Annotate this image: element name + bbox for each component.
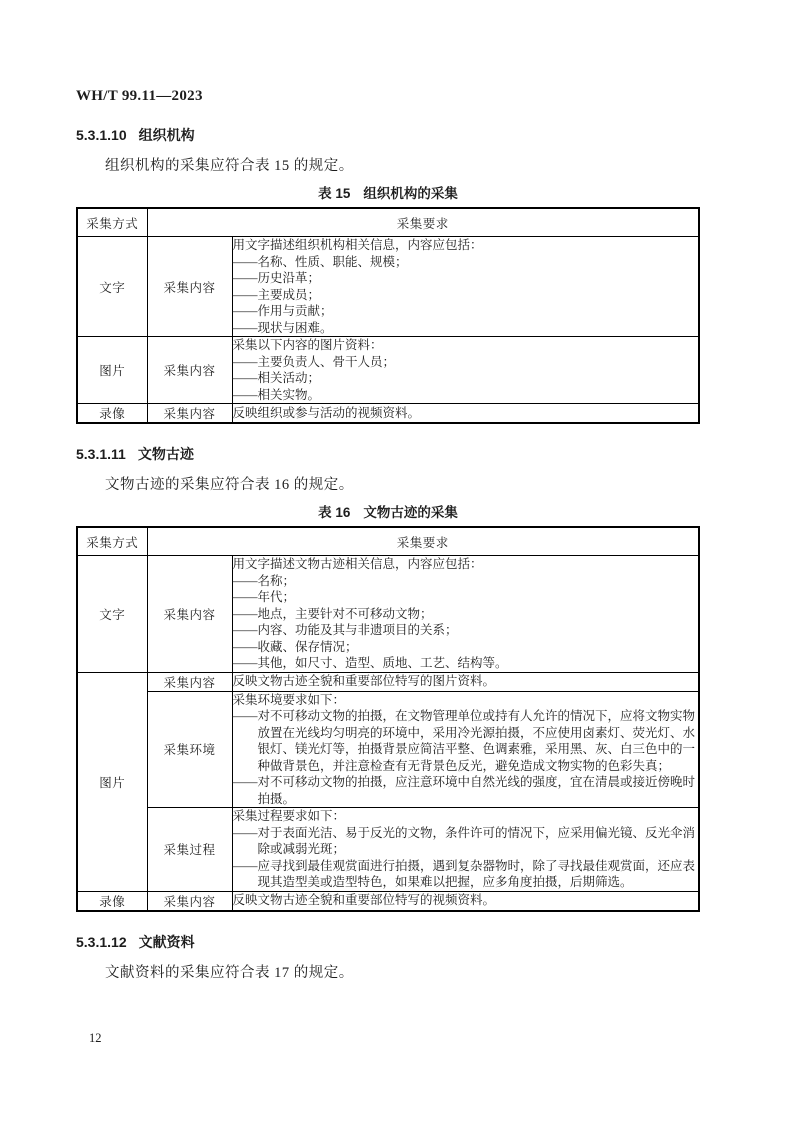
- table-row: [77, 672, 699, 691]
- requirement-line: 用文字描述组织机构相关信息，内容应包括：: [232, 238, 483, 252]
- table-caption-title: 文物古迹的采集: [363, 505, 458, 520]
- requirement-cell: [232, 891, 699, 911]
- collection-table: [76, 207, 700, 424]
- requirement-line: ——对于表面光洁、易于反光的文物，条件许可的情况下，应采用偏光镜、反光伞消除或减弱光斑；: [232, 825, 696, 856]
- table-caption: [76, 504, 700, 522]
- method-cell: 图片: [77, 337, 147, 404]
- section-number: 5.3.1.11: [76, 446, 126, 462]
- section-number: 5.3.1.10: [76, 127, 127, 143]
- section-title: 文献资料: [138, 933, 195, 950]
- page-number: 12: [89, 1031, 102, 1045]
- table-row: [77, 891, 699, 911]
- table-row: [77, 404, 699, 424]
- requirement-line: ——地点，主要针对不可移动文物；: [232, 606, 433, 621]
- requirement-line: ——年代；: [232, 590, 296, 604]
- requirement-line: 用文字描述文物古迹相关信息，内容应包括：: [232, 557, 483, 571]
- requirement-line: ——主要成员；: [232, 287, 321, 302]
- requirement-line: ——对不可移动文物的拍摄，应注意环境中自然光线的强度，宜在清晨或接近傍晚时拍摄。: [232, 775, 696, 806]
- requirement-cell: [232, 237, 699, 337]
- table-body: [77, 208, 699, 423]
- requirement-line: ——内容、功能及其与非遗项目的关系；: [232, 623, 458, 637]
- requirement-line: 反映文物古迹全貌和重要部位特写的视频资料。: [232, 893, 496, 908]
- row-label-cell: 采集内容: [147, 891, 232, 911]
- requirement-cell: [232, 691, 699, 808]
- row-label-cell: 采集过程: [147, 808, 232, 892]
- section-intro: 文物古迹的采集应符合表 16 的规定。: [105, 477, 354, 493]
- method-cell: 图片: [77, 672, 147, 891]
- requirement-line: ——作用与贡献；: [232, 304, 333, 318]
- table-row: [77, 691, 699, 808]
- requirement-cell: [232, 404, 699, 424]
- collection-table: [76, 526, 700, 912]
- table-body: [77, 527, 699, 911]
- header-cell-method: 采集方式: [77, 208, 147, 237]
- row-label-cell: 采集内容: [147, 337, 232, 404]
- table-caption-label: 表 16: [318, 505, 351, 520]
- row-label-cell: 采集内容: [147, 404, 232, 424]
- requirement-line: ——历史沿革；: [232, 271, 321, 285]
- header-cell-requirement: 采集要求: [147, 527, 699, 556]
- requirement-cell: [232, 556, 699, 673]
- requirement-line: 采集过程要求如下：: [232, 809, 346, 823]
- requirement-line: ——名称、性质、职能、规模；: [232, 254, 408, 269]
- requirement-line: ——相关活动；: [232, 371, 321, 385]
- table-row: [77, 808, 699, 892]
- row-label-cell: 采集内容: [147, 237, 232, 337]
- table-row: [77, 556, 699, 673]
- section-intro: 组织机构的采集应符合表 15 的规定。: [105, 158, 354, 174]
- table-row: [77, 337, 699, 404]
- header-cell-method: 采集方式: [77, 527, 147, 556]
- section-heading: [76, 933, 700, 951]
- section-number: 5.3.1.12: [76, 933, 127, 950]
- section-title: 组织机构: [138, 127, 195, 143]
- requirement-cell: [232, 337, 699, 404]
- standard-number: WH/T 99.11—2023: [76, 88, 203, 104]
- requirement-line: ——名称；: [232, 573, 296, 588]
- section-heading: [76, 445, 700, 463]
- row-label-cell: 采集内容: [147, 556, 232, 673]
- header-cell-requirement: 采集要求: [147, 208, 699, 237]
- requirement-cell: [232, 672, 699, 691]
- method-cell: 文字: [77, 556, 147, 673]
- table-caption-label: 表 15: [318, 186, 351, 201]
- row-label-cell: 采集环境: [147, 691, 232, 808]
- requirement-line: 采集环境要求如下：: [232, 692, 346, 707]
- sections-container: [76, 126, 700, 983]
- table-header-row: [77, 527, 699, 556]
- requirement-line: 反映文物古迹全貌和重要部位特写的图片资料。: [232, 674, 496, 689]
- requirement-line: ——收藏、保存情况；: [232, 639, 358, 654]
- table-header-row: [77, 208, 699, 237]
- method-cell: 录像: [77, 891, 147, 911]
- page-content: [76, 88, 700, 983]
- requirement-line: ——主要负责人、骨干人员；: [232, 354, 396, 369]
- requirement-line: 采集以下内容的图片资料：: [232, 338, 383, 352]
- row-label-cell: 采集内容: [147, 672, 232, 691]
- method-cell: 文字: [77, 237, 147, 337]
- table-caption: [76, 185, 700, 203]
- requirement-line: ——对不可移动文物的拍摄，在文物管理单位或持有人允许的情况下，应将文物实物放置在光线均匀明亮的环境中，采用冷光源拍摄，不应使用卤素灯、荧光灯、水银灯、镁光灯等，拍摄背景应简洁平整、色调素雅，采用黑、灰、白三色中的一种做背景色，并注意检查有无背景色反光，避免造成文物实物的色彩失真；: [232, 709, 696, 773]
- requirement-line: ——其他，如尺寸、造型、质地、工艺、结构等。: [232, 656, 508, 670]
- requirement-line: ——相关实物。: [232, 387, 321, 402]
- requirement-line: ——现状与困难。: [232, 320, 333, 335]
- method-cell: 录像: [77, 404, 147, 424]
- table-caption-title: 组织机构的采集: [363, 186, 458, 201]
- section-intro: 文献资料的采集应符合表 17 的规定。: [105, 964, 354, 981]
- requirement-cell: [232, 808, 699, 892]
- requirement-line: 反映组织或参与活动的视频资料。: [232, 405, 421, 420]
- section-heading: [76, 126, 700, 144]
- table-row: [77, 237, 699, 337]
- requirement-line: ——应寻找到最佳观赏面进行拍摄，遇到复杂器物时，除了寻找最佳观赏面，还应表现其造型美或造型特色，如果难以把握，应多角度拍摄，后期筛选。: [232, 858, 696, 889]
- section-title: 文物古迹: [137, 446, 194, 462]
